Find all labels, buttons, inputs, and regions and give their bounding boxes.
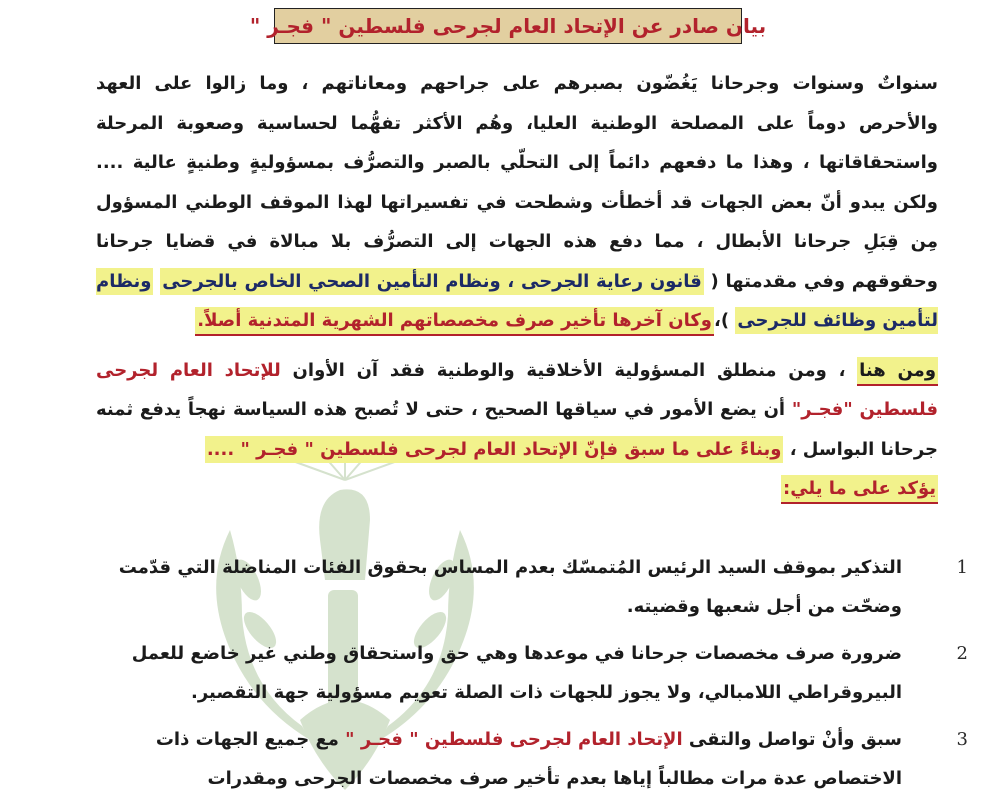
paragraph-declaration-part2: أن يضع الأمور في سياقها الصحيح ، حتى لا تُصبح هذه السياسة نهجاً يدفع ثمنه جرحانا البواسل ،: [96, 399, 938, 460]
list-item-text: ضرورة صرف مخصصات جرحانا في موعدها وهي حق واستحقاق وطني غير خاضع للعمل البيروقراطي اللامبالي، ولا يجوز للجهات ذات الصلة تعويم مسؤولية جهة التقصير.: [131, 643, 902, 703]
paragraph-declaration: [96, 351, 938, 509]
paragraph-intro-text: سنواتٌ وسنوات وجرحانا يَغُضّون بصبرهم على جراحهم ومعاناتهم ، وما زالوا على العهد والأحرص دوماً على المصلحة الوطنية العليا، وهُم الأكثر تفهُّما لحساسية وصعوبة المرحلة واستحقاقاتها ، وهذا ما دفعهم دائماً إلى التحلّي بالصبر والتصرُّف بمسؤوليةٍ وطنيةٍ عالية .... ولكن يبدو أنّ بعض الجهات قد أخطأت وشطحت في تفسيراتها لهذا الموقف الوطني المسؤول مِن قِبَلِ جرحانا الأبطال ، مما دفع هذه الجهات إلى التصرُّف بلا مبالاة في قضايا جرحانا وحقوقهم وفي مقدمتها (: [96, 73, 938, 292]
org-name-red: للإتحاد العام لجرحى فلسطين "فجـر": [96, 359, 939, 420]
list-item-number: 3: [956, 729, 968, 750]
highlight-conclusion: وبناءً على ما سبق فإنّ الإتحاد العام لجرحى فلسطين " فجـر " ....: [205, 436, 784, 463]
list-item-number: 1: [956, 557, 968, 578]
list-item: [108, 634, 968, 712]
title-banner: [249, 8, 767, 44]
highlight-laws-1: قانون رعاية الجرحى ، ونظام التأمين الصحي الخاص بالجرحى: [160, 268, 704, 295]
body-text: [96, 64, 938, 509]
affirms-heading: يؤكد على ما يلي:: [781, 475, 938, 504]
org-name-red: الإتحاد العام لجرحى فلسطين " فجـر ": [345, 729, 683, 750]
demands-list: [108, 548, 968, 800]
document-title: بيان صادر عن الإتحاد العام لجرحى فلسطين " فجـر ": [249, 14, 767, 38]
paragraph-declaration-part1: ، ومن منطلق المسؤولية الأخلاقية والوطنية فقد آن الأوان: [280, 359, 858, 381]
paragraph-intro-connector: )،: [714, 310, 736, 331]
highlight-delay-statement: وكان آخرها تأخير صرف مخصصاتهم الشهرية المتدنية أصلاً.: [195, 307, 714, 336]
paragraph-intro: [96, 64, 938, 341]
lead-phrase: ومن هنا: [857, 357, 938, 386]
list-item-number: 2: [956, 643, 968, 664]
list-item: [108, 548, 968, 626]
list-item: [108, 720, 968, 798]
list-item-text-post: مع جميع الجهات ذات الاختصاص عدة مرات مطالباً إياها بعدم تأخير صرف مخصصات الجرحى ومقدرات: [155, 729, 902, 789]
list-item-text-pre: سبق وأنْ تواصل والتقى: [682, 729, 902, 750]
list-item-text: التذكير بموقف السيد الرئيس المُتمسّك بعدم المساس بحقوق الفئات المناضلة التي قدّمت وضحّت من أجل شعبها وقضيته.: [118, 557, 902, 617]
highlight-laws-2: ونظام لتأمين وظائف للجرحى: [96, 268, 938, 335]
